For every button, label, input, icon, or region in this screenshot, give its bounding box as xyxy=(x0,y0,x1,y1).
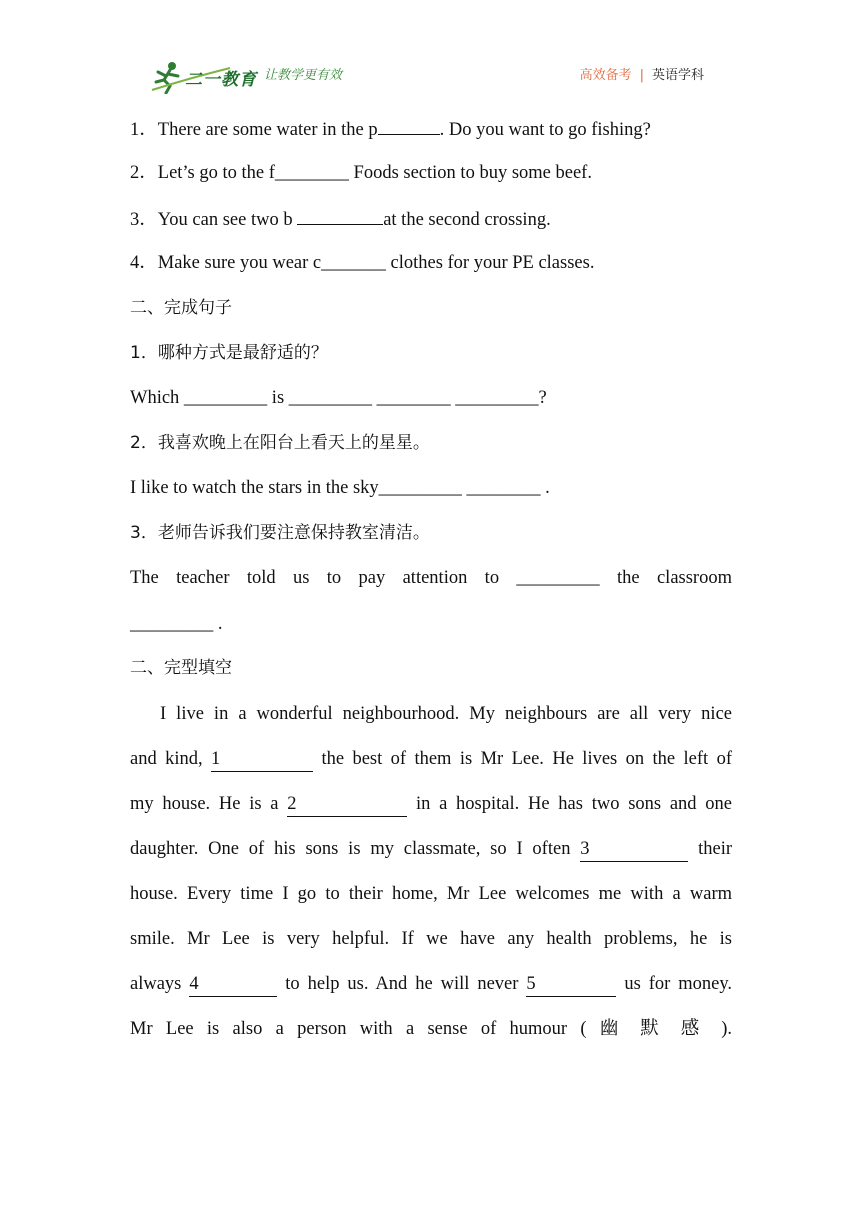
passage-line-1: I live in a wonderful neighbourhood. My neighbours are all very nice xyxy=(160,704,732,724)
section-heading-complete-sentences: 二、完成句子 xyxy=(130,298,232,318)
passage-text: their xyxy=(698,839,733,859)
question-2 xyxy=(130,161,592,185)
passage-text: the best of them is Mr Lee. He lives on the left of xyxy=(321,749,733,769)
sentence-2-chinese: 2．我喜欢晚上在阳台上看天上的星星。 xyxy=(130,433,430,453)
passage-text: my house. He is a xyxy=(130,794,288,814)
question-number: 1． xyxy=(130,120,158,140)
sentence-1-chinese: 1．哪种方式是最舒适的？ xyxy=(130,343,328,363)
question-number: 4． xyxy=(130,253,158,273)
header-tag: 高效备考 xyxy=(579,68,632,83)
passage-line-7 xyxy=(130,972,732,997)
passage-line-6: smile. Mr Lee is very helpful. If we have any health problems, he is xyxy=(130,929,732,949)
cloze-blank-5: 5 xyxy=(526,972,616,997)
question-text: You can see two b xyxy=(157,210,298,230)
question-text: . Do you want to go fishing? xyxy=(439,120,651,140)
passage-text: always xyxy=(130,974,190,994)
passage-line-8: Mr Lee is also a person with a sense of humour ( 幽 默 感 ). xyxy=(130,1019,732,1039)
cloze-blank-2: 2 xyxy=(287,792,407,817)
sentence-3-english: The teacher told us to pay attention to _________ the classroom xyxy=(130,568,732,588)
logo-text: 二一教育 xyxy=(185,70,257,90)
answer-blank xyxy=(378,116,440,135)
cloze-blank-4: 4 xyxy=(189,972,277,997)
passage-text: and kind, xyxy=(130,749,212,769)
passage-text: daughter. One of his sons is my classmate, so I often xyxy=(130,839,581,859)
passage-text: in a hospital. He has two sons and one xyxy=(415,794,732,814)
passage-line-2 xyxy=(130,747,732,772)
sentence-1-english: Which _________ is _________ ________ _________? xyxy=(130,388,547,408)
sentence-2-english: I like to watch the stars in the sky_________ ________ . xyxy=(130,478,550,498)
question-4 xyxy=(130,251,594,275)
section-heading-cloze: 二、完型填空 xyxy=(130,658,232,678)
header-subject: 英语学科 xyxy=(651,68,704,83)
passage-text: us for money. xyxy=(624,974,733,994)
question-text: There are some water in the p xyxy=(157,120,378,140)
question-text: at the second crossing. xyxy=(383,210,551,230)
sentence-3-english-cont: _________ . xyxy=(130,614,223,634)
question-3 xyxy=(130,206,551,232)
passage-text: to help us. And he will never xyxy=(285,974,527,994)
answer-blank xyxy=(297,206,383,225)
passage-line-5: house. Every time I go to their home, Mr Lee welcomes me with a warm xyxy=(130,884,732,904)
page-header xyxy=(0,0,860,100)
cloze-blank-1: 1 xyxy=(211,747,313,772)
question-text: Let’s go to the f________ Foods section to buy some beef. xyxy=(157,163,592,183)
header-separator: | xyxy=(639,68,644,83)
passage-line-3 xyxy=(130,792,732,817)
passage-line-4 xyxy=(130,837,732,862)
question-number: 3． xyxy=(130,210,158,230)
header-right xyxy=(580,64,704,83)
slogan: 让教学更有效 xyxy=(264,68,343,83)
question-1 xyxy=(130,116,651,142)
question-number: 2． xyxy=(130,163,158,183)
question-text: Make sure you wear c_______ clothes for your PE classes. xyxy=(157,253,595,273)
cloze-blank-3: 3 xyxy=(580,837,688,862)
sentence-3-chinese: 3．老师告诉我们要注意保持教室清洁。 xyxy=(130,523,430,543)
